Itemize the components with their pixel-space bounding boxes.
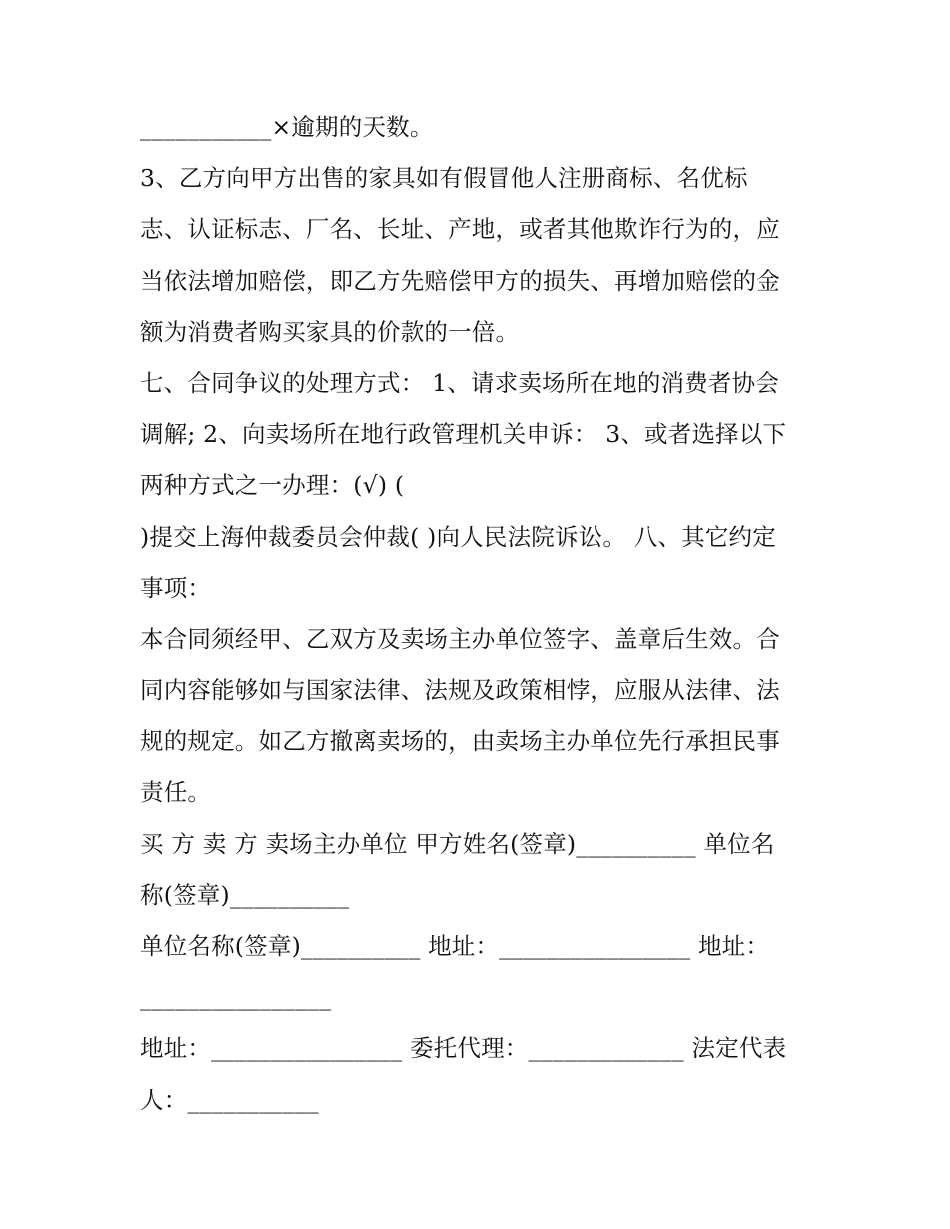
document-body [140,102,815,1126]
text-line-1: ___________×逾期的天数。 [140,113,434,141]
text-line-10: 事项： [140,573,212,602]
text-line-16: 称(签章)__________ [140,880,350,909]
text-line-2: 3、乙方向甲方出售的家具如有假冒他人注册商标、名优标 [140,164,748,193]
text-line-4: 当依法增加赔偿，即乙方先赔偿甲方的损失、再增加赔偿的金 [140,266,780,295]
text-line-9: )提交上海仲裁委员会仲裁( )向人民法院诉讼。 八、其它约定 [140,522,776,551]
text-line-20: 人：___________ [140,1085,319,1114]
text-line-14: 责任。 [140,778,212,807]
text-line-11: 本合同须经甲、乙双方及卖场主办单位签字、盖章后生效。合 [140,624,780,653]
text-line-19: 地址：________________ 委托代理：_____________ 法定代表 [140,1034,787,1063]
text-line-5: 额为消费者购买家具的价款的一倍。 [140,317,520,346]
text-line-18: ________________ [140,983,332,1012]
text-line-13: 规的规定。如乙方撤离卖场的，由卖场主办单位先行承担民事 [140,727,780,756]
text-line-6: 七、合同争议的处理方式： 1、请求卖场所在地的消费者协会 [140,368,780,397]
text-line-8: 两种方式之一办理：(√) ( [140,471,405,500]
text-line-3: 志、认证标志、厂名、长址、产地，或者其他欺诈行为的，应 [140,215,780,244]
text-line-12: 同内容能够如与国家法律、法规及政策相悖，应服从法律、法 [140,676,780,705]
text-line-7: 调解; 2、向卖场所在地行政管理机关申诉： 3、或者选择以下 [140,420,787,449]
text-line-17: 单位名称(签章)__________ 地址：________________ 地址： [140,932,770,960]
text-line-15: 买 方 卖 方 卖场主办单位 甲方姓名(签章)__________ 单位名 [140,829,775,858]
